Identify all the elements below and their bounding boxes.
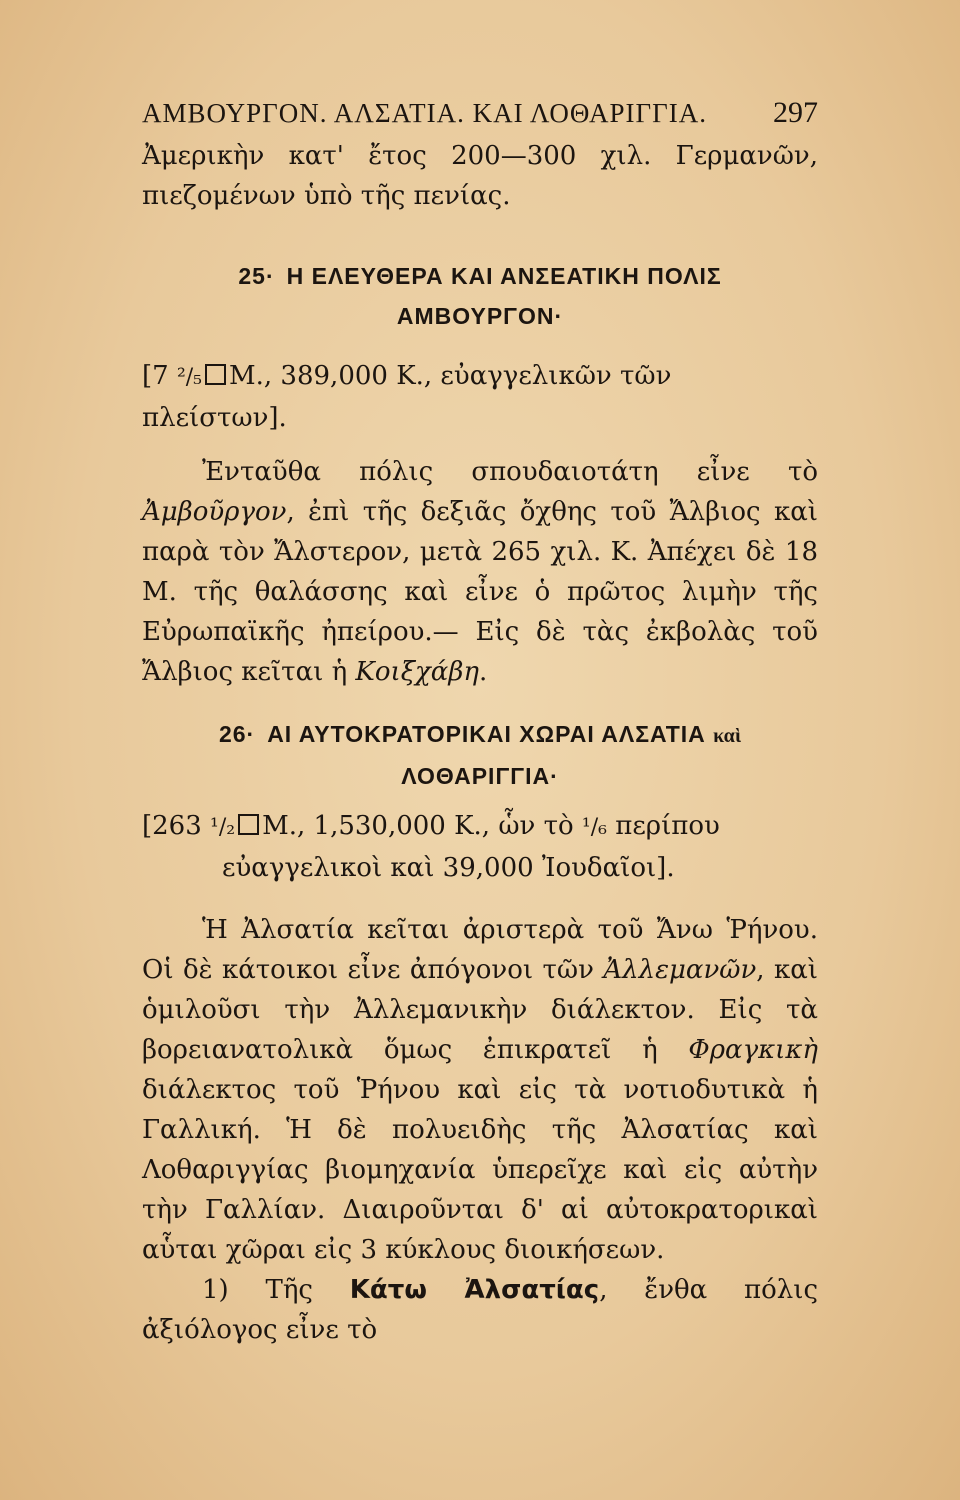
district-lower-alsace: Κάτω Ἀλσατίας bbox=[349, 1275, 600, 1305]
text-run: 1) Τῆς bbox=[202, 1275, 350, 1305]
stat-fraction: ¹/₂ bbox=[210, 815, 236, 840]
section-26-title-kai: καὶ bbox=[713, 725, 742, 747]
stat-approx: περίπου bbox=[606, 811, 720, 841]
stat-area: [7 bbox=[142, 361, 177, 391]
people-name-alemanni: Ἀλλεμανῶν bbox=[603, 955, 757, 985]
page-content bbox=[142, 96, 818, 1350]
text-run: , ἔνθα πόλις ἀξιόλογος εἶνε τὸ bbox=[142, 1275, 819, 1345]
page-number: 297 bbox=[773, 96, 818, 129]
square-mile-symbol-icon bbox=[238, 814, 259, 835]
carryover-paragraph: Ἀμερικὴν κατ' ἔτος 200—300 χιλ. Γερμανῶν, πιεζομένων ὑπὸ τῆς πενίας. bbox=[142, 141, 818, 211]
section-25-paragraph bbox=[142, 452, 818, 692]
text-run: διάλεκτος τοῦ Ῥήνου καὶ εἰς τὰ νοτιοδυτικὰ ἡ Γαλλική. Ἡ δὲ πολυειδὴς τῆς Ἀλσατίας καὶ Λοθαριγγίας βιομηχανία ὑπερεῖχε καὶ εἰς αὐτὴν τὴν Γαλλίαν. Διαιροῦνται δ' αἱ αὐτοκρατορικαὶ αὗται χῶραι εἰς 3 κύκλους διοικήσεων. bbox=[142, 1075, 818, 1265]
section-25-title-line1: Η ΕΛΕΥΘΕΡΑ ΚΑΙ ΑΝΣΕΑΤΙΚΗ ΠΟΛΙΣ bbox=[286, 263, 722, 289]
text-run: . bbox=[478, 657, 488, 687]
stat-fraction: ²/₅ bbox=[176, 365, 203, 390]
stat-area: [263 bbox=[142, 811, 211, 841]
section-25-statistics bbox=[142, 356, 818, 438]
section-26-statistics bbox=[142, 806, 818, 888]
text-run: Ἐνταῦθα πόλις σπουδαιοτάτη εἶνε τὸ bbox=[202, 457, 818, 487]
section-26-heading bbox=[142, 714, 818, 796]
text-run: , ἐπὶ τῆς δεξιᾶς ὄχθης τοῦ Ἄλβιος καὶ παρὰ τὸν Ἄλστερον, μετὰ 265 χιλ. Κ. Ἀπέχει δὲ 18 Μ. τῆς θαλάσσης καὶ εἶνε ὁ πρῶτος λιμὴν τῆς Εὐρωπαϊκῆς ἠπείρου.— Εἰς δὲ τὰς ἐκβολὰς τοῦ Ἄλβιος κεῖται ἡ bbox=[142, 497, 818, 687]
running-head-title: ΑΜΒΟΥΡΓΟΝ. ΑΛΣΑΤΙΑ. ΚΑΙ ΛΟΘΑΡΙΓΓΙΑ. bbox=[142, 98, 707, 128]
stat-line2: εὐαγγελικοὶ καὶ 39,000 Ἰουδαῖοι]. bbox=[222, 853, 675, 883]
section-25-title-line2: ΑΜΒΟΥΡΓΟΝ· bbox=[396, 303, 564, 329]
place-name-hamburg: Ἀμβοῦργον bbox=[142, 497, 287, 527]
running-head bbox=[142, 96, 818, 130]
section-26-paragraph-2 bbox=[142, 1270, 818, 1350]
stat-population: Μ., 389,000 Κ., εὐαγγελικῶν τῶν πλείστων]. bbox=[142, 361, 672, 433]
stat-fraction-sixth: ¹/₆ bbox=[581, 815, 607, 840]
dialect-name-frankish: Φραγκικὴ bbox=[688, 1035, 818, 1065]
section-25-heading bbox=[142, 256, 818, 336]
section-26-title-line1: ΑΙ ΑΥΤΟΚΡΑΤΟΡΙΚΑΙ ΧΩΡΑΙ ΑΛΣΑΤΙΑ bbox=[267, 721, 706, 747]
stat-population: Μ., 1,530,000 Κ., ὧν τὸ bbox=[262, 811, 582, 841]
place-name-cuxhaven: Κοιξχάβη bbox=[355, 657, 479, 687]
text-run: , καὶ ὁμιλοῦσι τὴν Ἀλλεμανικὴν διάλεκτον. Εἰς τὰ βορειανατολικὰ ὅμως ἐπικρατεῖ ἡ bbox=[142, 955, 818, 1065]
section-25-number: 25· bbox=[238, 263, 275, 289]
square-mile-symbol-icon bbox=[205, 364, 226, 385]
text-run: Ἡ Ἀλσατία κεῖται ἀριστερὰ τοῦ Ἄνω Ῥήνου. Οἱ δὲ κάτοικοι εἶνε ἀπόγονοι τῶν bbox=[142, 915, 818, 985]
section-26-title-line2: ΛΟΘΑΡΙΓΓΙΑ· bbox=[401, 763, 559, 789]
section-26-paragraph-1 bbox=[142, 910, 818, 1270]
section-26-number: 26· bbox=[218, 721, 256, 747]
